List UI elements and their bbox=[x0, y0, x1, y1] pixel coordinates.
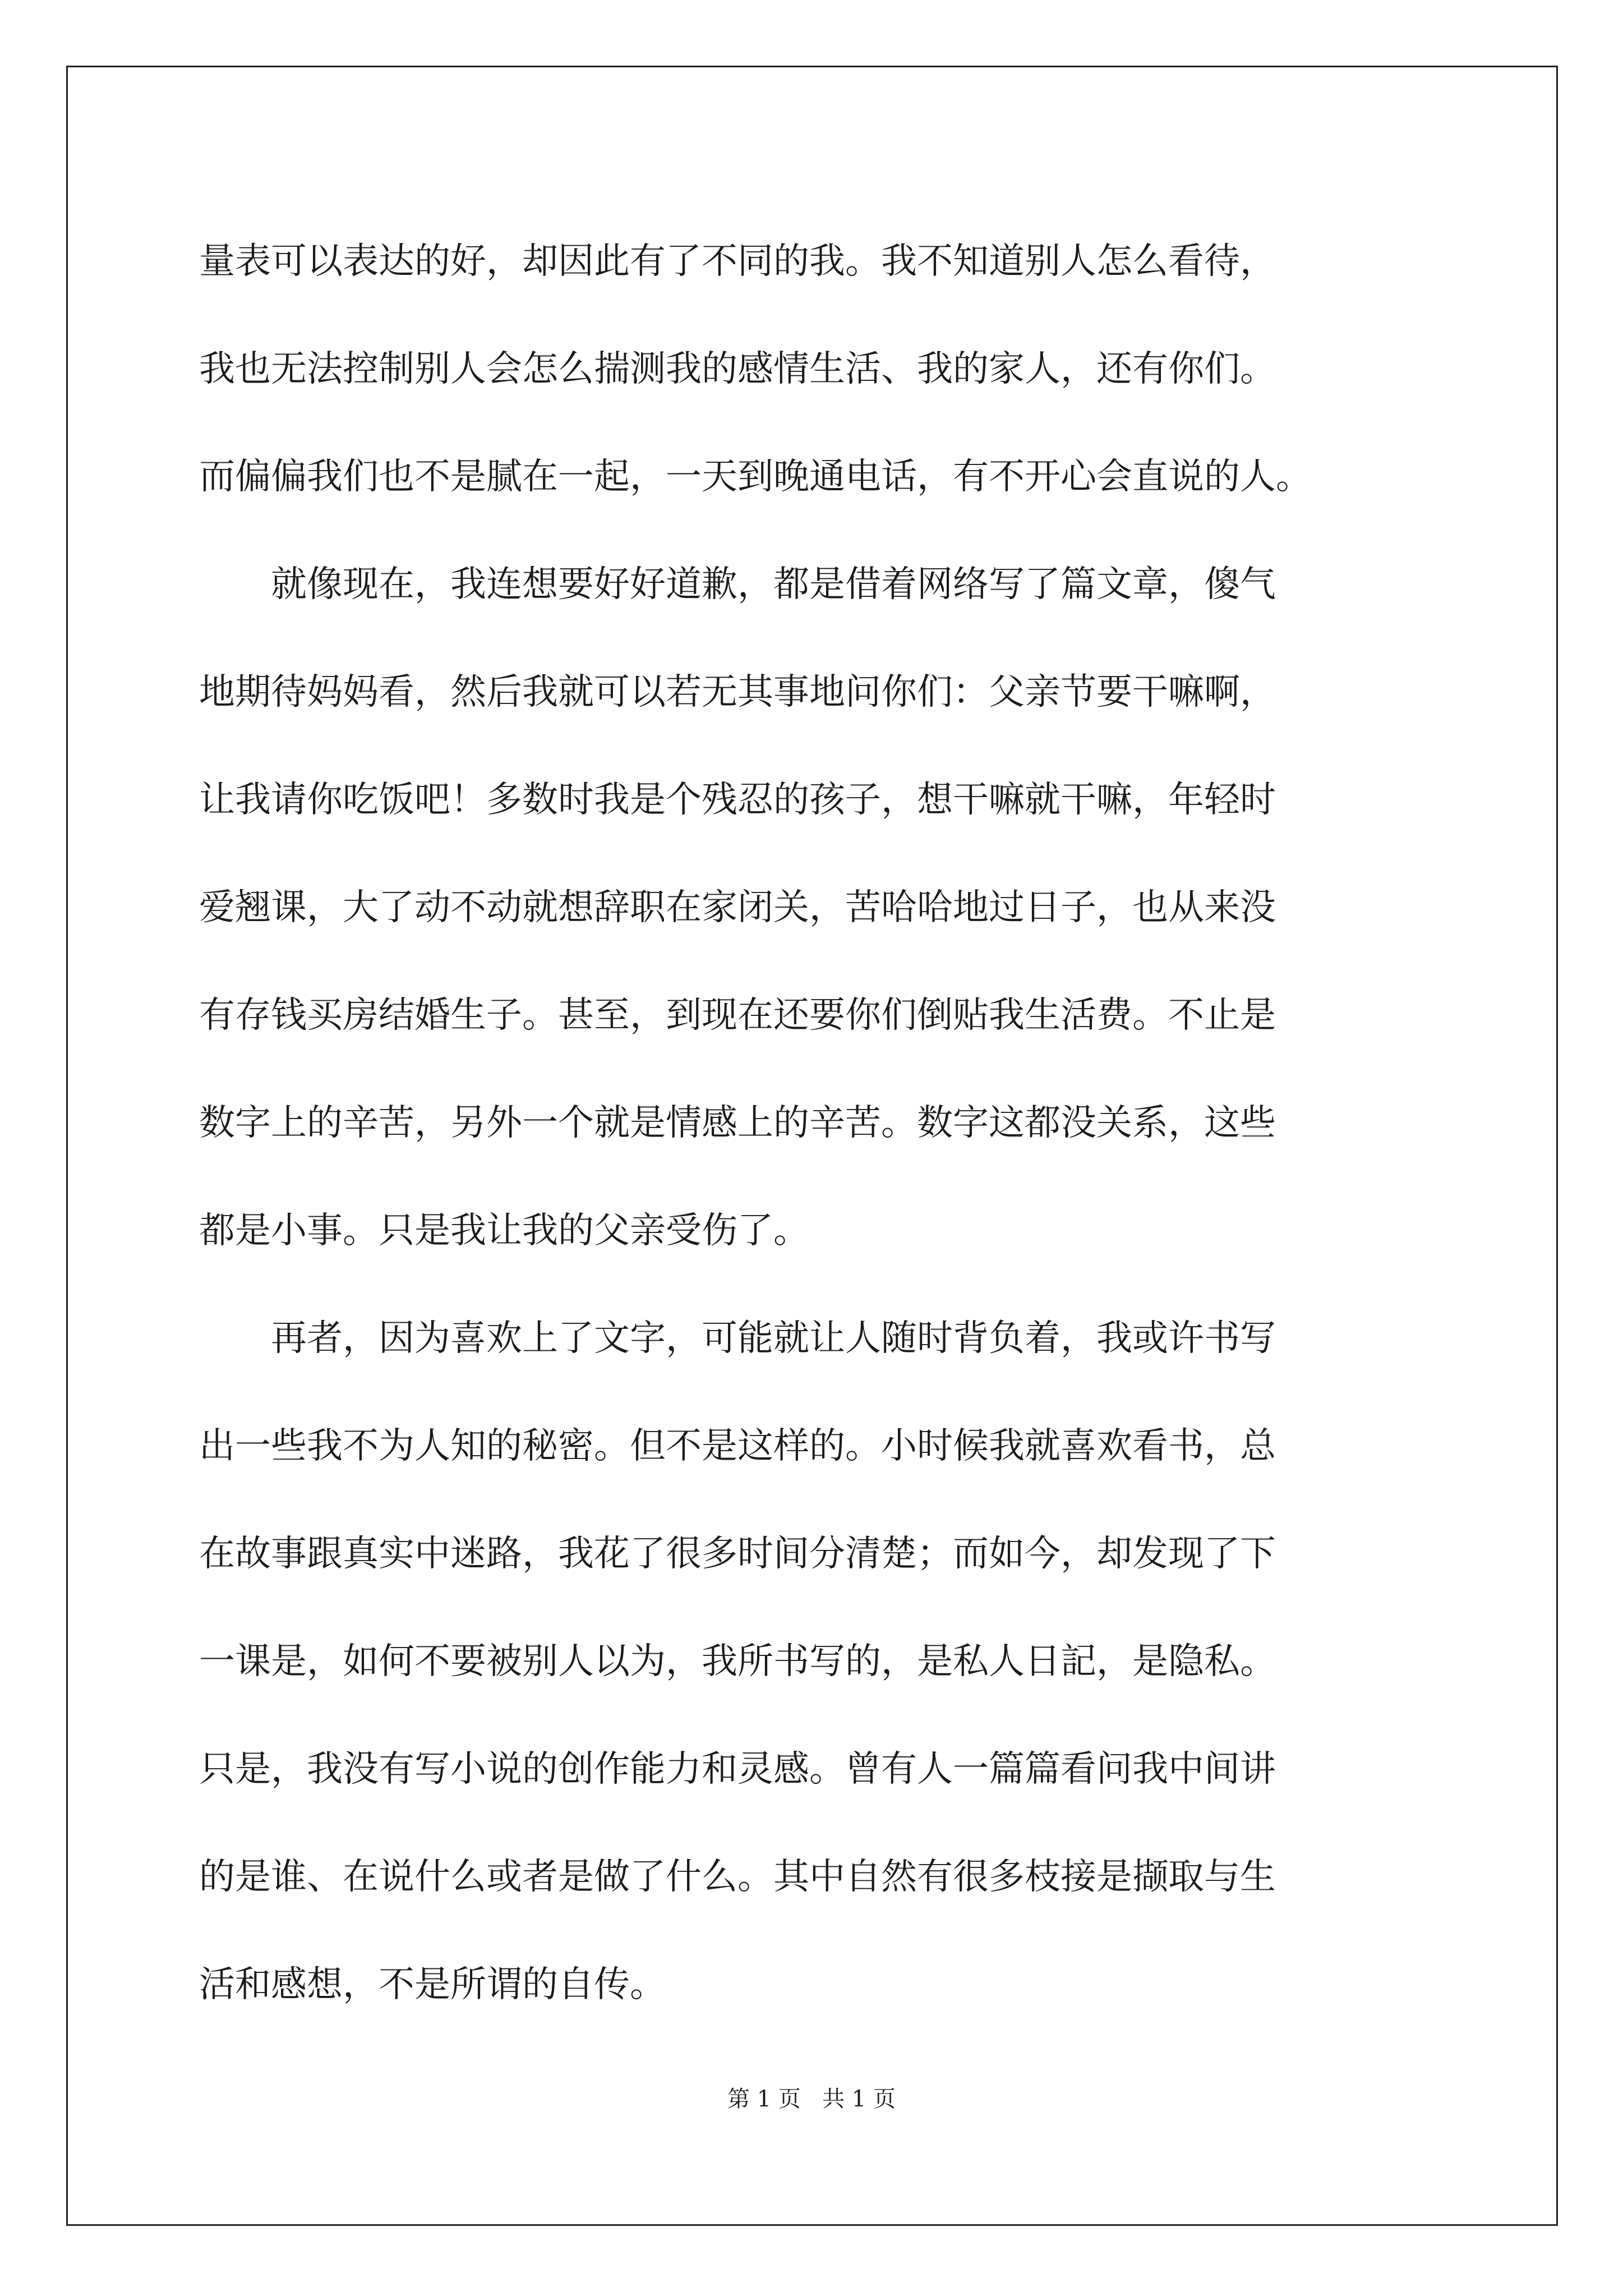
text-line: 量表可以表达的好，却因此有了不同的我。我不知道别人怎么看待， bbox=[199, 241, 1276, 282]
text-line: 让我请你吃饭吧！多数时我是个残忍的孩子，想干嘛就干嘛，年轻时 bbox=[199, 779, 1276, 821]
text-line: 而偏偏我们也不是腻在一起，一天到晚通电话，有不开心会直说的人。 bbox=[199, 456, 1312, 498]
text-line: 的是谁、在说什么或者是做了什么。其中自然有很多枝接是撷取与生 bbox=[199, 1856, 1276, 1898]
text-line: 在故事跟真实中迷路，我花了很多时间分清楚；而如今，却发现了下 bbox=[199, 1533, 1276, 1575]
page-number-footer: 第 1 页 共 1 页 bbox=[727, 2086, 896, 2112]
text-line: 一课是，如何不要被别人以为，我所书写的，是私人日記，是隐私。 bbox=[199, 1641, 1276, 1682]
text-line: 有存钱买房结婚生子。甚至，到现在还要你们倒贴我生活费。不止是 bbox=[199, 995, 1276, 1036]
text-line: 只是，我没有写小说的创作能力和灵感。曾有人一篇篇看问我中间讲 bbox=[199, 1749, 1276, 1790]
document-body bbox=[199, 208, 1433, 2039]
text-line: 爱翘课，大了动不动就想辞职在家闭关，苦哈哈地过日子，也从来没 bbox=[199, 887, 1276, 928]
text-line: 活和感想，不是所谓的自传。 bbox=[199, 1964, 666, 2005]
text-line: 都是小事。只是我让我的父亲受伤了。 bbox=[199, 1210, 809, 1251]
text-line: 数字上的辛苦，另外一个就是情感上的辛苦。数字这都没关系，这些 bbox=[199, 1102, 1276, 1144]
text-line: 就像现在，我连想要好好道歉，都是借着网络写了篇文章，傻气 bbox=[271, 564, 1276, 605]
text-line: 我也无法控制别人会怎么揣测我的感情生活、我的家人，还有你们。 bbox=[199, 348, 1276, 390]
text-line: 出一些我不为人知的秘密。但不是这样的。小时候我就喜欢看书，总 bbox=[199, 1425, 1276, 1467]
text-line: 地期待妈妈看，然后我就可以若无其事地问你们：父亲节要干嘛啊， bbox=[199, 671, 1276, 713]
text-line: 再者，因为喜欢上了文字，可能就让人随时背负着，我或许书写 bbox=[271, 1318, 1276, 1359]
